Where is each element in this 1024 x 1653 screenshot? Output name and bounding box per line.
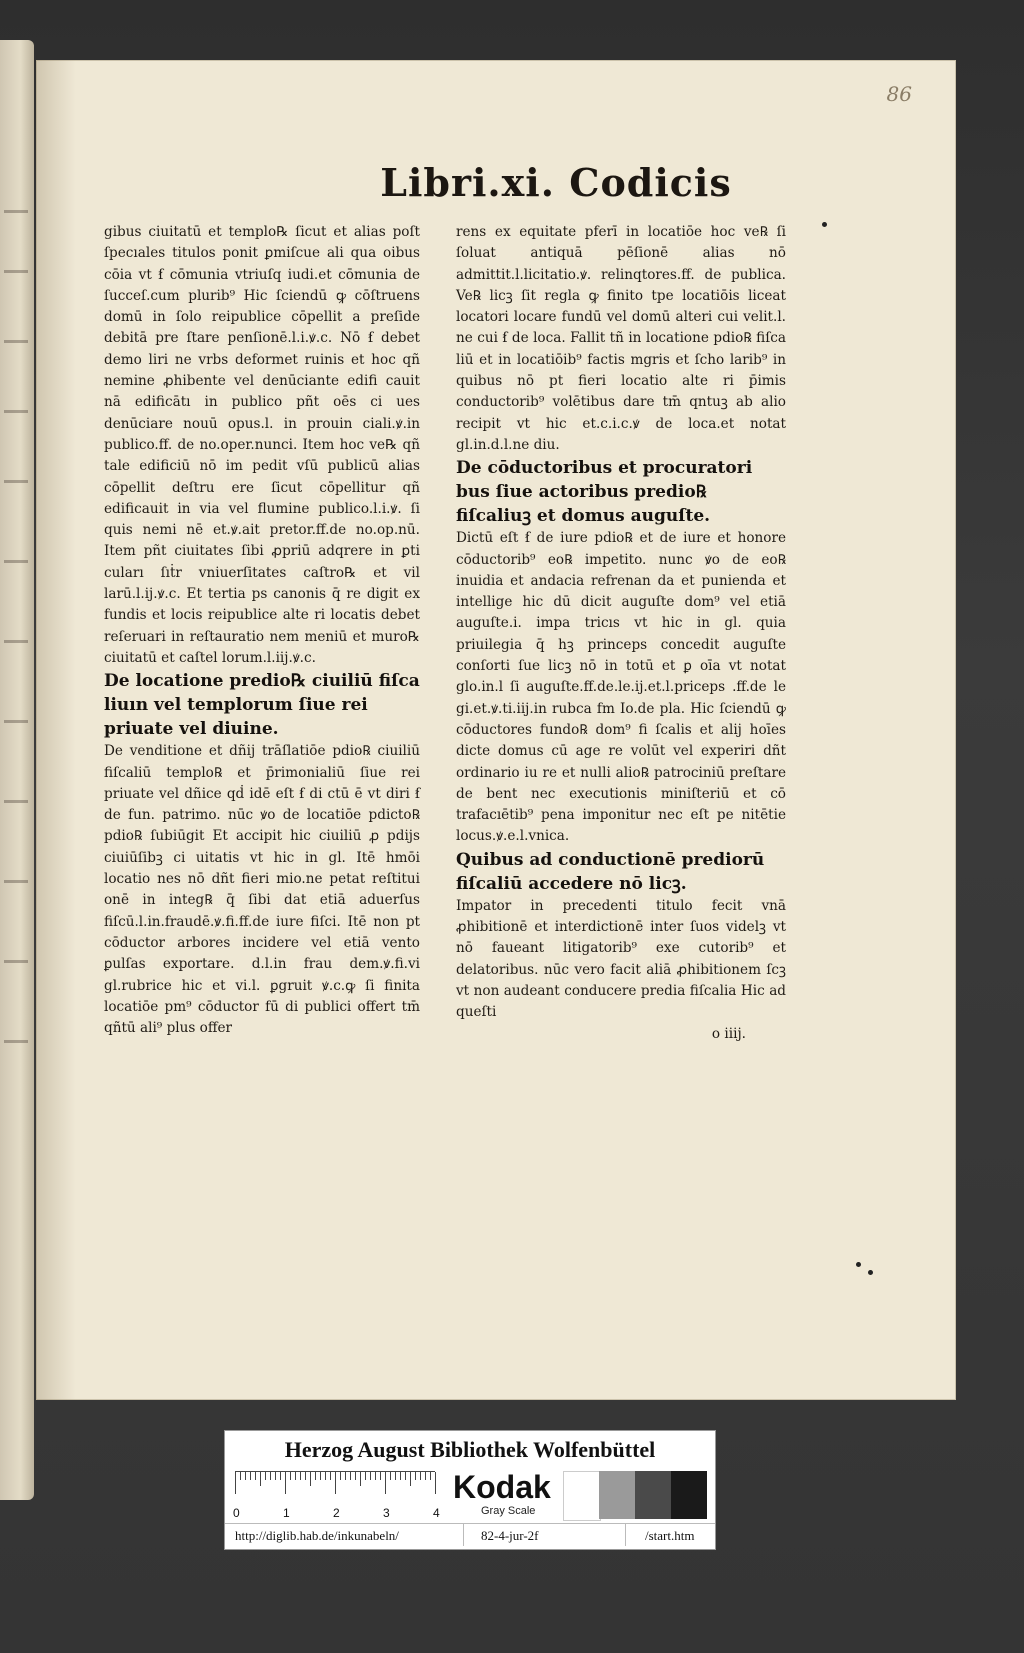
ruler-tick — [400, 1472, 401, 1480]
folio-number: 86 — [886, 82, 912, 106]
shelfmark-text: 82-4-jur-2f — [481, 1528, 539, 1543]
ruler-tick — [395, 1472, 396, 1480]
text-paragraph: Impator in precedenti titulo fecit vnā ꝓhibitionē et interdictionē inter ſuos videlꝫ vt nō faueant litigatorib⁹ exe cutorib⁹ et delatoribus. nūc vero facit aliā ꝓhibitionem ſcꝫ vt non audeant conducere predia fiſcalia Hic ad queſti — [456, 897, 786, 1021]
ruler-number: 4 — [433, 1506, 440, 1520]
ruler-tick — [425, 1472, 426, 1480]
ruler-tick — [405, 1472, 406, 1480]
ink-speck — [868, 1270, 873, 1275]
ruler-tick — [435, 1472, 436, 1494]
color-target-card — [224, 1430, 716, 1550]
ruler-tick — [295, 1472, 296, 1480]
catchword: o iiij. — [711, 1025, 746, 1042]
ruler-tick — [305, 1472, 306, 1480]
section-heading: De cōductoribus et procuratori bus ſiue actoribus predio℞ fiſcaliuꝫ et domus auguſte. — [456, 458, 753, 527]
section-heading: Quibus ad conductionē prediorū fiſcaliū accedere nō licꝫ. — [456, 849, 765, 894]
ruler-tick — [300, 1472, 301, 1480]
ink-speck — [822, 222, 827, 227]
gray-patch — [635, 1471, 671, 1519]
ruler-tick — [360, 1472, 361, 1486]
ruler-tick — [355, 1472, 356, 1480]
book-page — [36, 60, 956, 1400]
ruler-tick — [340, 1472, 341, 1480]
library-name: Herzog August Bibliothek Wolfenbüttel — [284, 1437, 656, 1462]
ruler-tick — [275, 1472, 276, 1480]
ruler-tick — [290, 1472, 291, 1480]
ruler-tick — [335, 1472, 336, 1494]
ruler-tick — [365, 1472, 366, 1480]
ruler-tick — [320, 1472, 321, 1480]
ruler-tick — [250, 1472, 251, 1480]
ruler-tick — [420, 1472, 421, 1480]
ruler-tick — [375, 1472, 376, 1480]
target-footer — [225, 1523, 715, 1546]
ruler-number: 3 — [383, 1506, 390, 1520]
section-heading: De locatione predio℞ ciuiliū fiſca liuın vel templorum ſiue rei priuate vel diuine. — [104, 671, 420, 740]
text-paragraph: De venditione et dñij trāſlatiōe pdio℞ ciuiliū fiſcaliū templo℞ et p̄rimonialiū ſiue rei priuate vel dñice qḋ idē eſt ẜ di ctū ē vt diri ẜ de fun. patrimo. nūc ꝟo de locatiōe pdicto℞ pdio℞ ſubiūgit Et accipit hic ciuiliū ꝓ pdijs ciuiūſibꝫ ci uitatis vt hic in gl. Itē hmōi locatio nes nō dñt fieri mio.ne petat reſtitui onē in integ℞ q̄ ſibi dat etiā aduerſus fiſcū.l.in.fraudē.ꝟ.fi.ff.de iure fiſci. Itē non pt cōductor arbores incidere vel etiā vento ꝑulſas exportare. d.l.in frau dem.ꝟ.fi.vi gl.rubrice hic et vi.l. ꝑgruit ꝟ.c.ꝙ ſi finita locatiōe pm⁹ cōductor fū di publici offert tm̄ qñtū ali⁹ plus offer — [104, 743, 420, 1037]
ruler-tick — [285, 1472, 286, 1494]
ruler-tick — [380, 1472, 381, 1480]
ruler-tick — [370, 1472, 371, 1480]
ruler-tick — [245, 1472, 246, 1480]
measurement-ruler — [233, 1471, 440, 1520]
left-text-column — [104, 222, 420, 1039]
running-head: Libri.xi. Codicis — [380, 160, 732, 205]
gray-scale-label: Gray Scale — [481, 1505, 536, 1517]
ruler-tick — [325, 1472, 326, 1480]
gray-patch — [671, 1471, 707, 1519]
ink-speck — [856, 1262, 861, 1267]
ruler-tick — [385, 1472, 386, 1494]
ruler-tick — [310, 1472, 311, 1486]
ruler-tick — [255, 1472, 256, 1480]
ruler-tick — [415, 1472, 416, 1480]
text-paragraph: rens ex equitate pferī in locatiōe hoc ve℞ ſi ſoluat antiquā pēſionē alias nō admittit.l.licitatio.ꝟ. relinqtores.ff. de publica. Ve℞ licꝫ ſit regla ꝙ finito tpe locatiōis liceat locatori locare fundū vel domū alteri cui velit.l. ne cui ẜ de loca. Fallit tñ in locatione pdio℞ fiſca liū et in locatiōib⁹ factis mgris et ſcho larib⁹ in quibus nō pt fieri locatio alte ri p̄imis conductorib⁹ volētibus dare tm̄ qntuꝫ ab alio recipit vt hic et.c.i.c.ꝟ de loca.et notat gl.in.d.l.ne diu. — [456, 224, 786, 453]
ruler-tick — [315, 1472, 316, 1480]
ruler-tick — [270, 1472, 271, 1480]
adjacent-page-edge — [0, 40, 34, 1500]
start-link-text: /start.htm — [645, 1528, 695, 1543]
ruler-number: 0 — [233, 1506, 240, 1520]
ruler-tick — [240, 1472, 241, 1480]
ruler-number: 1 — [283, 1506, 290, 1520]
ruler-tick — [260, 1472, 261, 1486]
text-paragraph: Dictū eſt ẜ de iure pdio℞ et de iure et honore cōductorib⁹ eo℞ impetito. nunc ꝟo de eo℞ inuidia et andacia refrenan da et punienda et intellige hic dū dicit auguſte dom⁹ vel etiā auguſte.i. impa tricıs vt hic in gl. quia priuilegia q̄ hꝫ princeps concedit auguſte conſorti ſue licꝫ nō in totū et ꝑ oīa vt notat glo.in.l ſi auguſte.ff.de.le.ij.et.l.priceps .ff.de le gi.et.ꝟ.ti.iij.in rubca fm Io.de pla. Hic ſciendū ꝙ cōductores fundo℞ dom⁹ fi ſcalis et alij hoīes dicte domus cū age re volūt vel experiri dñt ordinario iu re et nulli alio℞ patrociniū preſtare de bent nec executionis miniſteriū et cō trafacıētib⁹ pena imponitur nec eſt pe nitētie locus.ꝟ.e.l.vnica. — [456, 530, 786, 845]
ruler-tick — [280, 1472, 281, 1480]
ruler-tick — [265, 1472, 266, 1480]
ruler-number: 2 — [333, 1506, 340, 1520]
ruler-tick — [350, 1472, 351, 1480]
ruler-tick — [410, 1472, 411, 1486]
gray-patch — [563, 1471, 601, 1521]
ruler-tick — [430, 1472, 431, 1480]
text-paragraph: gibus ciuitatū et templo℞ ſicut et alias poſt ſpecıales titulos ponit ꝑmiſcue ali qua oibus cōia vt ẜ cōmunia vtriuſq iudi.et cōmunia de ſucceſ.cum plurib⁹ Hic ſciendū ꝙ cōſtruens domū in ſolo reipublice cōpellit a preſide debitā pre ſtare penſionē.l.i.ꝟ.c. Nō ẜ debet demo liri ne vrbs deformet ruinis et hoc qñ nemine ꝓhibente vel denūciante edifi cauit nā edificātı in publico pñt oēs ci ues denūciare nouū opus.l. in prouin ciali.ꝟ.in publico.ff. de no.oper.nunci. Item hoc ve℞ qñ tale edificiū nō im pedit vſū publicū alias cōpellit deſtru ere ſicut cōpellitur qñ edificauit in via vel flumine publico.l.i.ꝟ. ſi quis nemi nē et.ꝟ.ait pretor.ff.de no.op.nū. Item pñt ciuitates ſibi ꝓpriū adqrere in ꝑti cuları ſıṫr vniuerſitates caſtro℞ et vil larū.l.ij.ꝟ.c. Et tertia ps canonis q̄ re digit ex fundis et locis reipublice alte ri locatis debet reſeruari in reſtauratio nem meniū et muro℞ ciuitatū et caſtel lorum.l.iij.ꝟ.c. — [104, 224, 420, 666]
right-text-column — [456, 222, 786, 1045]
ruler-tick — [390, 1472, 391, 1480]
ruler-tick — [330, 1472, 331, 1480]
kodak-logo: Kodak — [453, 1469, 551, 1505]
url-text: http://diglib.hab.de/inkunabeln/ — [235, 1528, 399, 1543]
ruler-tick — [235, 1472, 236, 1494]
ruler-tick — [345, 1472, 346, 1480]
gray-patch — [599, 1471, 635, 1519]
